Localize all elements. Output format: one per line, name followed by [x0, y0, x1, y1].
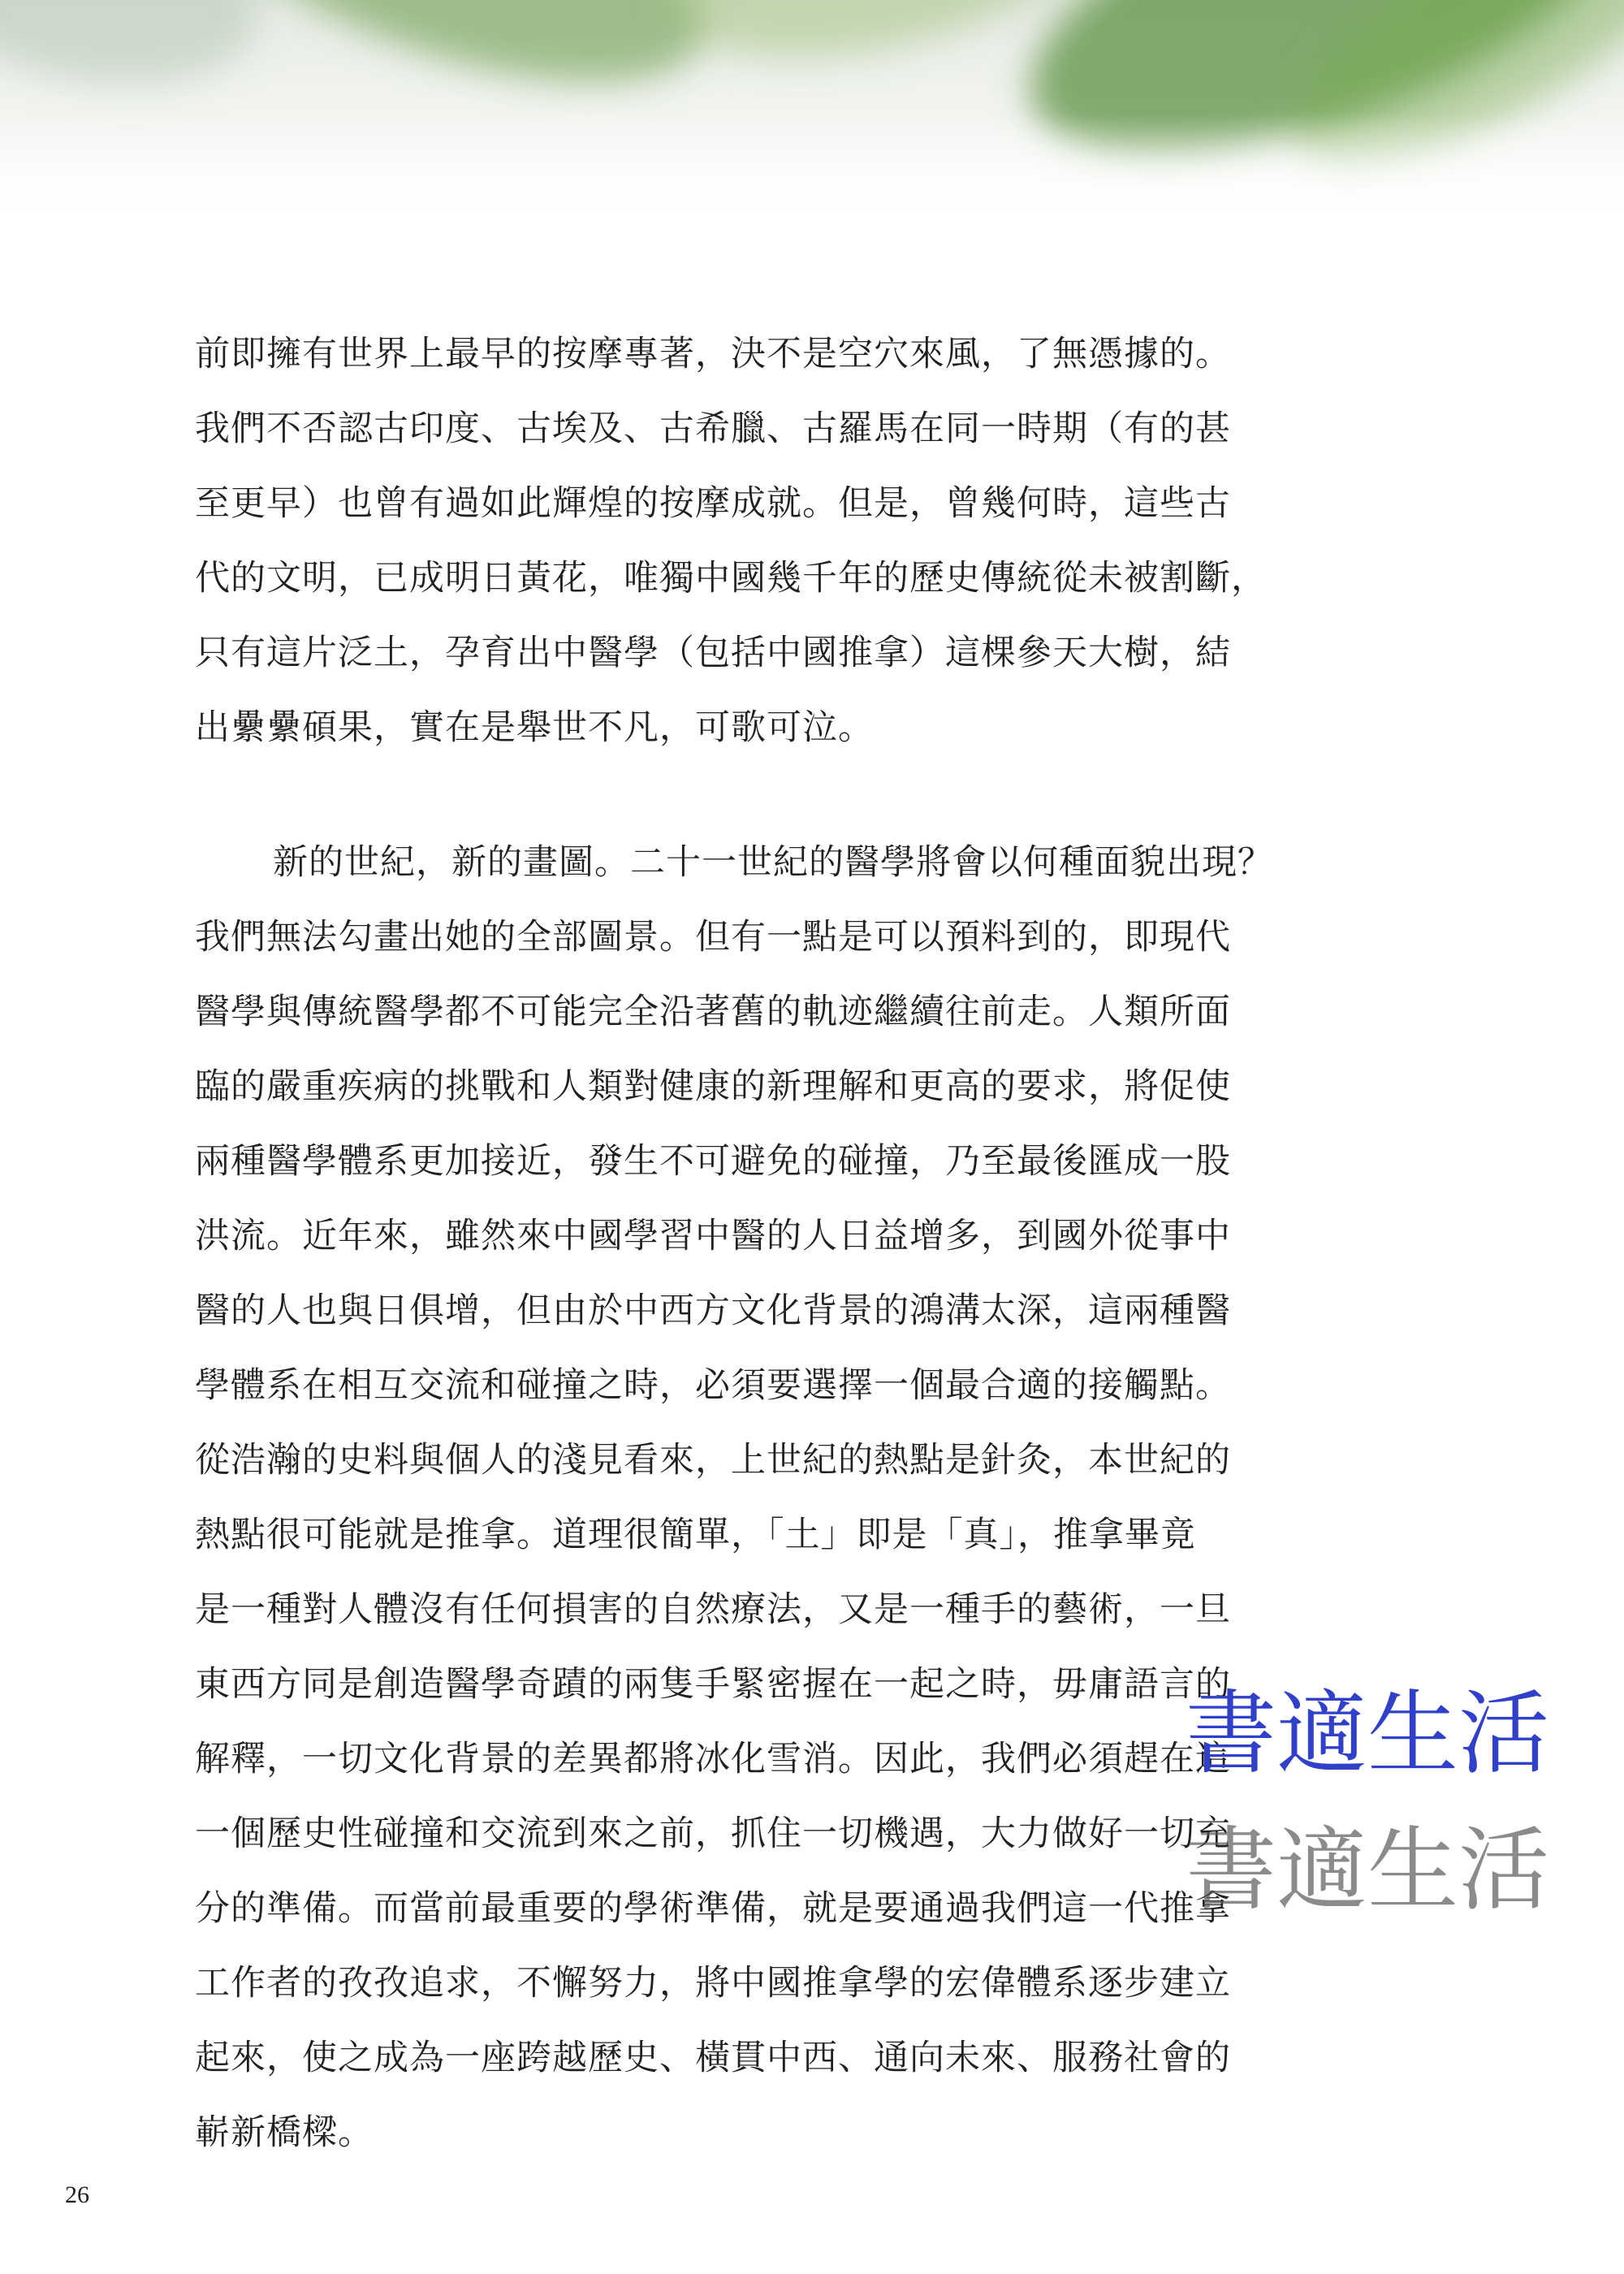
text-line: 兩種醫學體系更加接近，發生不可避免的碰撞，乃至最後匯成一股 — [195, 1141, 1231, 1182]
text-line: 是一種對人體沒有任何損害的自然療法，又是一種手的藝術，一旦 — [195, 1589, 1231, 1630]
paragraph-gap — [195, 765, 1364, 825]
paragraph-1 — [195, 317, 1364, 765]
text-line: 從浩瀚的史料與個人的淺見看來，上世紀的熱點是針灸，本世紀的 — [195, 1440, 1231, 1481]
text-line: 醫學與傳統醫學都不可能完全沿著舊的軌迹繼續往前走。人類所面 — [195, 992, 1231, 1032]
leaf-blur-shape — [0, 0, 273, 110]
text-line: 起來，使之成為一座跨越歷史、橫貫中西、通向未來、服務社會的 — [195, 2038, 1231, 2078]
text-line: 我們不否認古印度、古埃及、古希臘、古羅馬在同一時期（有的甚 — [195, 409, 1231, 449]
text-line: 新的世紀，新的畫圖。二十一世紀的醫學將會以何種面貌出現？ — [273, 842, 1273, 883]
watermark-blue: 書適生活 — [1186, 1681, 1549, 1787]
decorative-leaf-header — [0, 0, 1624, 227]
text-line: 嶄新橋樑。 — [195, 2112, 374, 2153]
text-line: 一個歷史性碰撞和交流到來之前，抓住一切機遇，大力做好一切充 — [195, 1814, 1231, 1854]
text-line: 只有這片泛土，孕育出中醫學（包括中國推拿）這棵參天大樹，結 — [195, 633, 1231, 673]
text-line: 前即擁有世界上最早的按摩專著，決不是空穴來風，了無憑據的。 — [195, 334, 1231, 374]
text-line: 臨的嚴重疾病的挑戰和人類對健康的新理解和更高的要求，將促使 — [195, 1066, 1231, 1107]
text-line: 出纍纍碩果，實在是舉世不凡，可歌可泣。 — [195, 707, 874, 748]
text-line: 解釋，一切文化背景的差異都將冰化雪消。因此，我們必須趕在這 — [195, 1739, 1231, 1779]
text-line: 熱點很可能就是推拿。道理很簡單，「土」即是「真」，推拿畢竟 — [195, 1515, 1196, 1555]
text-line: 洪流。近年來，雖然來中國學習中醫的人日益增多，到國外從事中 — [195, 1216, 1231, 1256]
header-fade — [0, 114, 1624, 227]
page-number: 26 — [65, 2181, 89, 2208]
text-line: 代的文明，已成明日黃花，唯獨中國幾千年的歷史傳統從未被割斷， — [195, 558, 1267, 599]
text-line: 學體系在相互交流和碰撞之時，必須要選擇一個最合適的接觸點。 — [195, 1365, 1231, 1406]
text-line: 醫的人也與日俱增，但由於中西方文化背景的鴻溝太深，這兩種醫 — [195, 1290, 1231, 1331]
text-line: 分的準備。而當前最重要的學術準備，就是要通過我們這一代推拿 — [195, 1888, 1231, 1929]
text-line: 至更早）也曾有過如此輝煌的按摩成就。但是，曾幾何時，這些古 — [195, 483, 1231, 524]
leaf-blur-shape — [178, 0, 732, 132]
text-line: 東西方同是創造醫學奇蹟的兩隻手緊密握在一起之時，毋庸語言的 — [195, 1664, 1231, 1705]
paragraph-2 — [195, 825, 1364, 2170]
watermark-gray: 書適生活 — [1186, 1818, 1549, 1923]
text-line: 我們無法勾畫出她的全部圖景。但有一點是可以預料到的，即現代 — [195, 917, 1231, 958]
text-line: 工作者的孜孜追求，不懈努力，將中國推拿學的宏偉體系逐步建立 — [195, 1963, 1231, 2004]
